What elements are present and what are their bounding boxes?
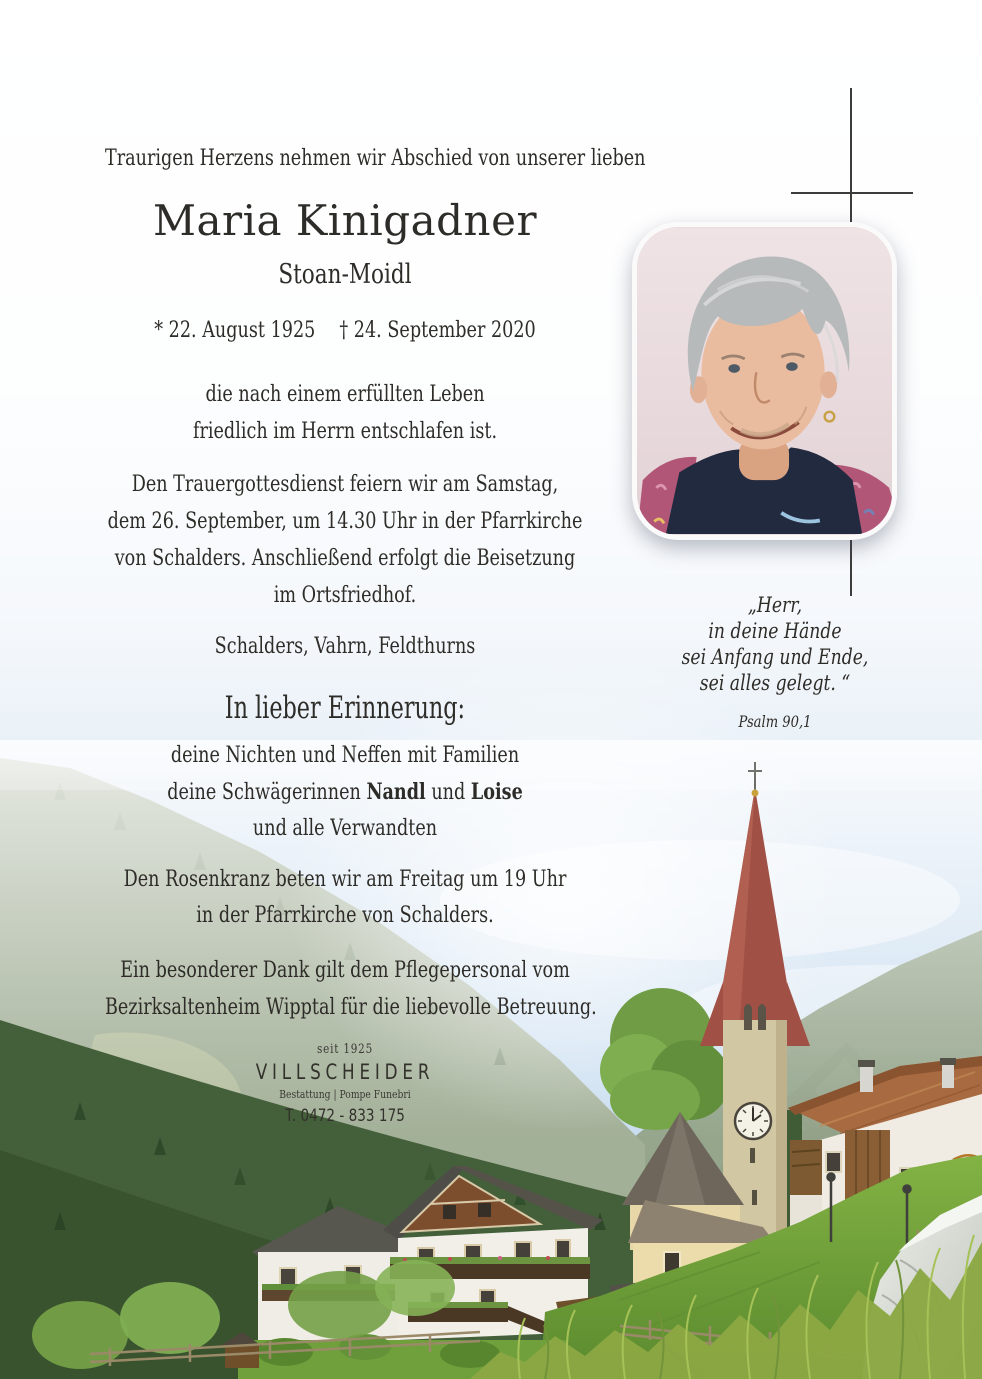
portrait-illustration <box>637 227 892 535</box>
funeral-home-phone: T. 0472 - 833 175 <box>285 1106 405 1126</box>
deceased-name: Maria Kinigadner <box>152 196 538 245</box>
mourner-name: Nandl <box>366 779 426 805</box>
service-line: im Ortsfriedhof. <box>273 583 417 608</box>
rosary-line: Den Rosenkranz beten wir am Freitag um 19 Uhr <box>123 867 567 892</box>
thanks-line: Ein besonderer Dank gilt dem Pflegepersonal vom <box>120 958 570 983</box>
farewell-line: friedlich im Herrn entschlafen ist. <box>192 419 498 444</box>
service-line: dem 26. September, um 14.30 Uhr in der Pfarrkirche <box>107 509 583 534</box>
funeral-home-name: VILLSCHEIDER <box>255 1060 435 1084</box>
service-line: Den Trauergottesdienst feiern wir am Samstag, <box>131 472 559 497</box>
farewell-line: die nach einem erfüllten Leben <box>205 382 485 407</box>
mourner-name: Loise <box>470 779 523 805</box>
intro-line: Traurigen Herzens nehmen wir Abschied von unserer lieben <box>105 146 646 171</box>
birth-date: * 22. August 1925 <box>154 318 316 343</box>
service-line: von Schalders. Anschließend erfolgt die Beisetzung <box>114 546 576 571</box>
rosary-block <box>105 862 585 934</box>
places-line: Schalders, Vahrn, Feldthurns <box>214 634 476 659</box>
thanks-block <box>105 952 597 1026</box>
service-block <box>105 466 585 614</box>
quote-line: in deine Hände <box>708 619 842 643</box>
bible-quote <box>674 592 876 735</box>
funeral-home-since: seit 1925 <box>317 1042 373 1057</box>
rosary-line: in der Pfarrkirche von Schalders. <box>196 903 494 928</box>
life-dates <box>105 312 585 349</box>
house-name: Stoan-Moidl <box>278 259 412 290</box>
funeral-home-tagline: Bestattung | Pompe Funebri <box>279 1087 411 1101</box>
quote-line: sei alles gelegt. “ <box>699 671 851 695</box>
cross-icon <box>791 192 913 194</box>
quote-line: sei Anfang und Ende, <box>681 645 869 669</box>
mourners-line: deine Nichten und Neffen mit Familien <box>170 743 520 768</box>
mourners-block <box>105 738 585 847</box>
farewell-block <box>105 376 585 450</box>
death-date: † 24. September 2020 <box>339 318 536 343</box>
quote-line: „Herr, <box>747 593 803 617</box>
thanks-line: Bezirksaltenheim Wipptal für die liebevolle Betreuung. <box>105 995 597 1020</box>
quote-source: Psalm 90,1 <box>738 712 812 731</box>
portrait-photo <box>632 222 897 540</box>
mourners-line: deine Schwägerinnen Nandl und Loise <box>167 779 523 805</box>
funeral-home-logo <box>105 1042 585 1126</box>
text-column <box>105 0 646 1379</box>
remembrance-heading: In lieber Erinnerung: <box>224 690 466 726</box>
mourners-line: und alle Verwandten <box>252 816 438 841</box>
